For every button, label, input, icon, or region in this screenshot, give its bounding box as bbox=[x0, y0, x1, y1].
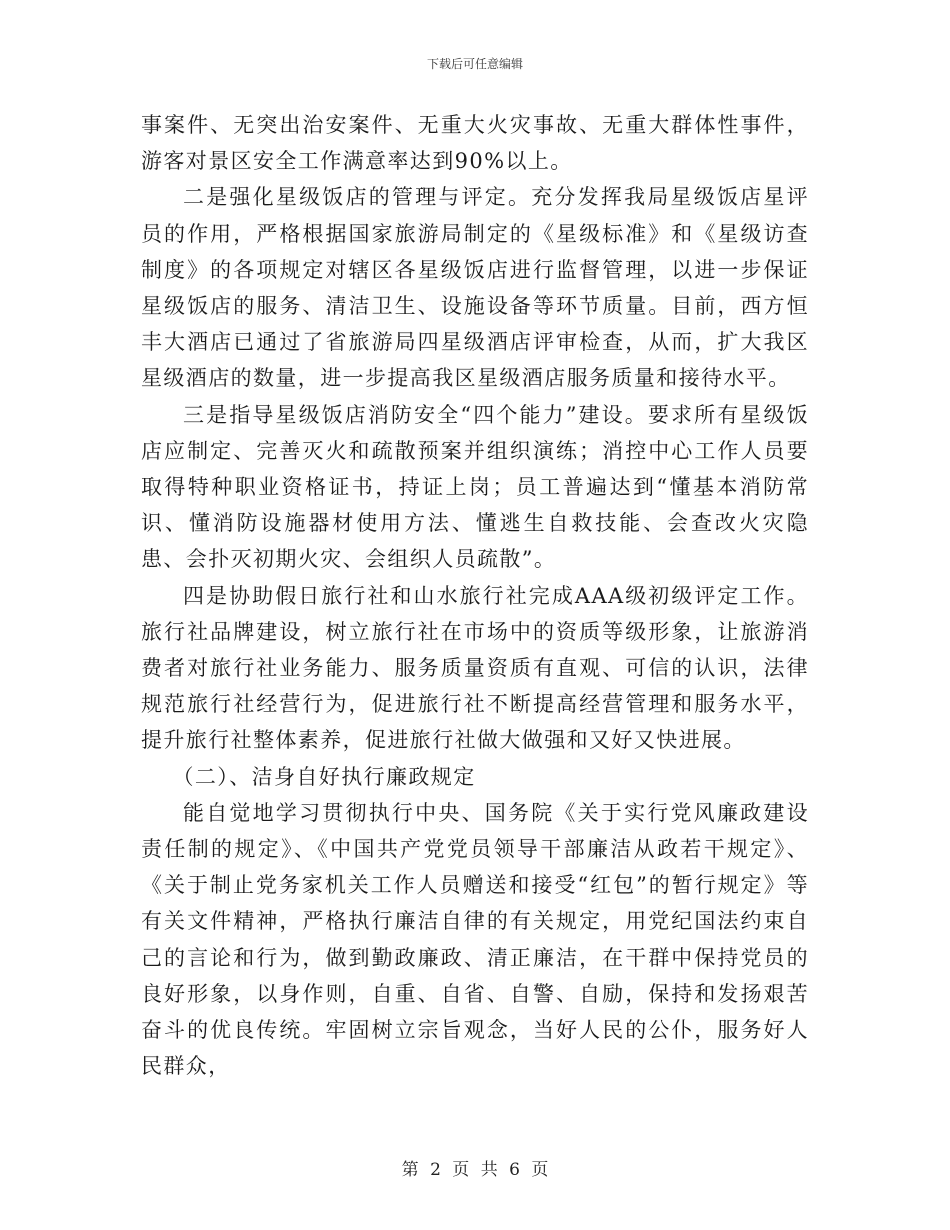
paragraph-integrity: 能自觉地学习贯彻执行中央、国务院《关于实行党风廉政建设责任制的规定》、《中国共产党党员领导干部廉洁从政若干规定》、《关于制止党务家机关工作人员赠送和接受“红包”的暂行规定》等有关文件精神，严格执行廉洁自律的有关规定，用党纪国法约束自己的言论和行为，做到勤政廉政、清正廉洁，在干群中保持党员的良好形象，以身作则，自重、自省、自警、自励，保持和发扬艰苦奋斗的优良传统。牢固树立宗旨观念，当好人民的公仆，服务好人民群众， bbox=[141, 800, 809, 1079]
footer-total-prefix: 共 bbox=[480, 1160, 498, 1180]
paragraph-fire-safety: 三是指导星级饭店消防安全“四个能力”建设。要求所有星级饭店应制定、完善灭火和疏散预案并组织演练；消控中心工作人员要取得特种职业资格证书，持证上岗；员工普遍达到“懂基本消防常识、懂消防设施器材使用方法、懂逃生自救技能、会查改火灾隐患、会扑灭初期火灾、会组织人员疏散”。 bbox=[141, 402, 809, 572]
paragraph-star-hotel-management: 二是强化星级饭店的管理与评定。充分发挥我局星级饭店星评员的作用，严格根据国家旅游局制定的《星级标准》和《星级访查制度》的各项规定对辖区各星级饭店进行监督管理，以进一步保证星级饭店的服务、清洁卫生、设施设备等环节质量。目前，西方恒丰大酒店已通过了省旅游局四星级酒店评审检查，从而，扩大我区星级酒店的数量，进一步提高我区星级酒店服务质量和接待水平。 bbox=[141, 185, 809, 391]
footer-prefix: 第 bbox=[401, 1160, 419, 1180]
current-page-number: 2 bbox=[430, 1160, 441, 1180]
page-footer bbox=[0, 1155, 950, 1180]
paragraph-continuation: 事案件、无突出治安案件、无重大火灾事故、无重大群体性事件，游客对景区安全工作满意率达到90%以上。 bbox=[141, 113, 809, 174]
footer-page-word: 页 bbox=[452, 1160, 470, 1180]
paragraph-travel-agency: 四是协助假日旅行社和山水旅行社完成AAA级初级评定工作。旅行社品牌建设，树立旅行社在市场中的资质等级形象，让旅游消费者对旅行社业务能力、服务质量资质有直观、可信的认识，法律规范旅行社经营行为，促进旅行社不断提高经营管理和服务水平，提升旅行社整体素养，促进旅行社做大做强和又好又快进展。 bbox=[141, 583, 809, 753]
footer-suffix: 页 bbox=[531, 1160, 549, 1180]
page-header: 下载后可任意编辑 bbox=[426, 57, 523, 71]
total-page-number: 6 bbox=[509, 1160, 520, 1180]
section-heading: （二）、洁身自好执行廉政规定 bbox=[172, 764, 476, 789]
document-body bbox=[141, 107, 809, 1084]
